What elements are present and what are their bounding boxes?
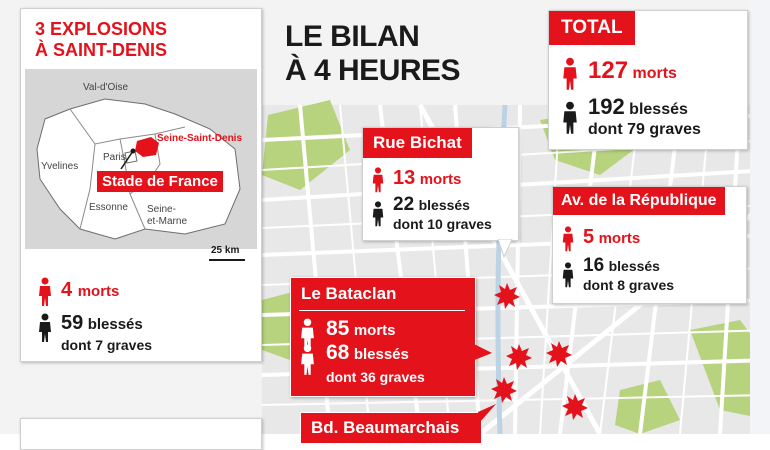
saint-denis-title-line-1: 3 EXPLOSIONS bbox=[35, 19, 168, 39]
explosion-icon bbox=[561, 393, 589, 421]
saint-denis-blesses bbox=[37, 313, 152, 355]
total-blesses-number: 192 bbox=[588, 94, 625, 119]
person-icon bbox=[561, 101, 579, 135]
rue-bichat-card bbox=[362, 127, 519, 241]
republique-blesses bbox=[561, 255, 675, 294]
bataclan-blesses-label: blessés bbox=[353, 346, 409, 363]
saint-denis-blesses-label: blessés bbox=[87, 316, 143, 333]
map-label-seine-et-marne bbox=[147, 204, 187, 228]
map-label-essonne: Essonne bbox=[89, 202, 128, 213]
total-morts-label: morts bbox=[632, 65, 677, 82]
bataclan-blesses-number: 68 bbox=[326, 341, 350, 364]
bataclan-blesses bbox=[299, 342, 425, 388]
scale-bar bbox=[209, 245, 245, 261]
beaumarchais-title: Bd. Beaumarchais bbox=[311, 418, 460, 437]
rue-bichat-title: Rue Bichat bbox=[363, 128, 472, 158]
rue-bichat-blesses-label: blessés bbox=[418, 197, 470, 213]
person-icon bbox=[37, 277, 53, 307]
total-card bbox=[548, 10, 748, 150]
republique-blesses-label: blessés bbox=[608, 258, 660, 274]
total-blesses bbox=[561, 94, 701, 140]
explosion-icon bbox=[545, 340, 573, 368]
saint-denis-title-line-2: À SAINT-DENIS bbox=[35, 40, 168, 60]
republique-title: Av. de la République bbox=[553, 187, 725, 215]
republique-morts-number: 5 bbox=[583, 226, 595, 248]
map-label-paris: Paris bbox=[103, 152, 126, 163]
bataclan-morts-number: 85 bbox=[326, 317, 350, 340]
republique-blesses-number: 16 bbox=[583, 255, 605, 276]
rue-bichat-graves: dont 10 graves bbox=[393, 216, 492, 232]
bataclan-pointer bbox=[472, 343, 494, 363]
person-icon bbox=[371, 200, 385, 228]
saint-denis-morts bbox=[37, 277, 119, 307]
map-label-yvelines: Yvelines bbox=[41, 161, 79, 172]
stade-pointer bbox=[119, 147, 149, 169]
bataclan-graves: dont 36 graves bbox=[326, 369, 425, 385]
total-morts bbox=[561, 57, 677, 91]
headline-line-2: À 4 HEURES bbox=[285, 54, 461, 87]
saint-denis-graves: dont 7 graves bbox=[61, 337, 153, 353]
stade-de-france-label: Stade de France bbox=[97, 171, 223, 192]
republique-morts-label: morts bbox=[598, 230, 641, 247]
republique-graves: dont 8 graves bbox=[583, 277, 675, 293]
map-label-seine-et-marne-1: Seine- bbox=[147, 204, 176, 215]
headline-line-1: LE BILAN bbox=[285, 20, 420, 53]
lower-left-card bbox=[20, 418, 262, 450]
rue-bichat-morts bbox=[371, 166, 461, 194]
republique-card bbox=[552, 186, 747, 304]
beaumarchais-pointer bbox=[478, 404, 498, 424]
saint-denis-title bbox=[35, 19, 167, 61]
bataclan-card bbox=[290, 277, 476, 397]
rue-bichat-morts-number: 13 bbox=[393, 167, 416, 189]
person-icon bbox=[371, 166, 385, 194]
saint-denis-morts-label: morts bbox=[77, 283, 120, 300]
total-morts-number: 127 bbox=[588, 57, 629, 84]
explosion-icon bbox=[493, 282, 521, 310]
bataclan-title: Le Bataclan bbox=[301, 284, 397, 303]
bataclan-morts-label: morts bbox=[353, 322, 396, 339]
rue-bichat-blesses bbox=[371, 194, 492, 233]
explosion-icon bbox=[505, 343, 533, 371]
saint-denis-morts-number: 4 bbox=[61, 279, 73, 301]
person-icon bbox=[299, 344, 316, 388]
saint-denis-card bbox=[20, 8, 262, 362]
person-icon bbox=[561, 57, 579, 91]
scale-label: 25 km bbox=[211, 245, 240, 256]
beaumarchais-card bbox=[300, 412, 482, 444]
rue-bichat-blesses-number: 22 bbox=[393, 194, 415, 215]
map-label-seine-et-marne-2: et-Marne bbox=[147, 216, 188, 227]
explosion-icon bbox=[490, 376, 518, 404]
total-graves: dont 79 graves bbox=[588, 121, 701, 138]
person-icon bbox=[561, 225, 575, 253]
rue-bichat-morts-label: morts bbox=[419, 171, 462, 188]
republique-morts bbox=[561, 225, 640, 253]
saint-denis-blesses-number: 59 bbox=[61, 312, 84, 334]
total-title: TOTAL bbox=[549, 11, 635, 45]
rue-bichat-pointer bbox=[498, 239, 518, 259]
total-blesses-label: blessés bbox=[629, 101, 688, 118]
map-label-val-doise: Val-d'Oise bbox=[83, 82, 129, 93]
headline bbox=[285, 20, 515, 88]
person-icon bbox=[37, 313, 53, 343]
map-label-seine-saint-denis: Seine-Saint-Denis bbox=[157, 133, 243, 144]
person-icon bbox=[561, 261, 575, 289]
